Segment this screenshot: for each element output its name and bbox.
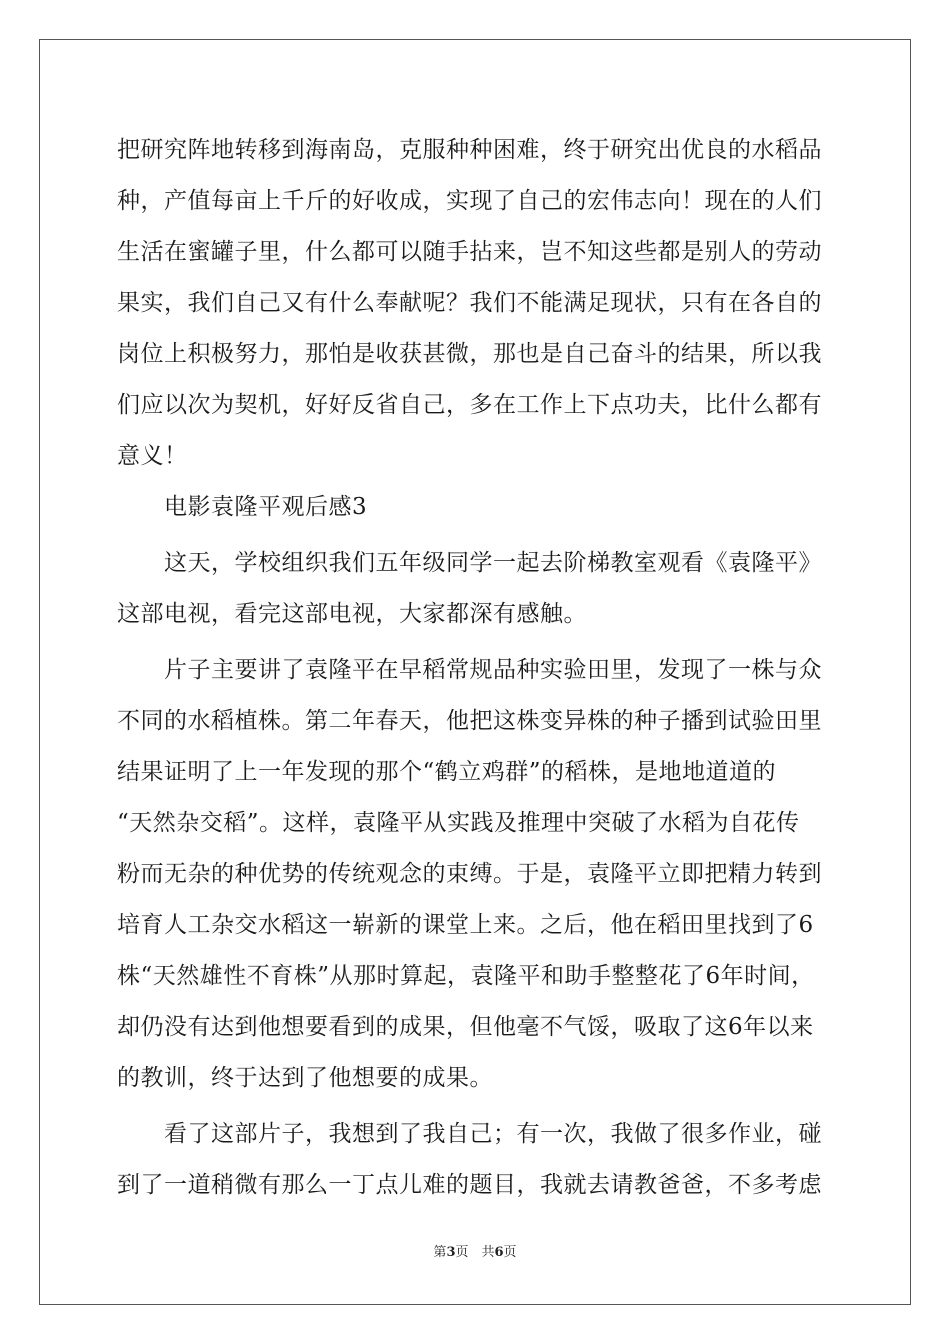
footer-total-pages: 6 xyxy=(494,1245,504,1260)
text-line: 培育人工杂交水稻这一崭新的课堂上来。之后，他在稻田里找到了6 xyxy=(117,912,814,938)
text-line: 把研究阵地转移到海南岛，克服种种困难，终于研究出优良的水稻品 xyxy=(117,137,822,163)
text-line: 株“天然雄性不育株”从那时算起，袁隆平和助手整整花了6年时间， xyxy=(117,963,815,989)
footer-prefix: 第 xyxy=(433,1245,447,1260)
footer-suffix: 页 xyxy=(503,1245,517,1260)
paragraph xyxy=(117,125,837,482)
text-line: “天然杂交稻”。这样，袁隆平从实践及推理中突破了水稻为自花传 xyxy=(117,810,800,836)
page-footer xyxy=(0,1243,950,1263)
text-line: 果实，我们自己又有什么奉献呢？我们不能满足现状，只有在各自的 xyxy=(117,290,822,316)
text-line: 的教训，终于达到了他想要的成果。 xyxy=(117,1065,493,1091)
text-line: 却仍没有达到他想要看到的成果，但他毫不气馁，吸取了这6年以来 xyxy=(117,1014,814,1040)
text-line: 意义！ xyxy=(117,443,188,469)
text-line: 生活在蜜罐子里，什么都可以随手拈来，岂不知这些都是别人的劳动 xyxy=(117,239,822,265)
text-line: 们应以次为契机，好好反省自己，多在工作上下点功夫，比什么都有 xyxy=(117,392,822,418)
text-line: 结果证明了上一年发现的那个“鹤立鸡群”的稻株，是地地道道的 xyxy=(117,759,777,785)
text-line: 到了一道稍微有那么一丁点儿难的题目，我就去请教爸爸，不多考虑 xyxy=(117,1172,822,1198)
text-line: 电影袁隆平观后感3 xyxy=(164,494,368,520)
footer-middle: 页 共 xyxy=(455,1245,495,1260)
text-line: 不同的水稻植株。第二年春天，他把这株变异株的种子播到试验田里 xyxy=(117,708,822,734)
text-line: 这部电视，看完这部电视，大家都深有感触。 xyxy=(117,601,587,627)
document-body xyxy=(117,125,837,1211)
text-line: 种，产值每亩上千斤的好收成，实现了自己的宏伟志向！现在的人们 xyxy=(117,188,822,214)
paragraph xyxy=(117,645,837,1104)
text-line: 粉而无杂的种优势的传统观念的束缚。于是，袁隆平立即把精力转到 xyxy=(117,861,822,887)
text-line: 片子主要讲了袁隆平在早稻常规品种实验田里，发现了一株与众 xyxy=(164,657,822,683)
paragraph xyxy=(117,482,837,533)
paragraph xyxy=(117,1109,837,1211)
text-line: 岗位上积极努力，那怕是收获甚微，那也是自己奋斗的结果，所以我 xyxy=(117,341,822,367)
footer-current-page: 3 xyxy=(446,1245,456,1260)
text-line: 看了这部片子，我想到了我自己；有一次，我做了很多作业，碰 xyxy=(164,1121,822,1147)
paragraph xyxy=(117,538,837,640)
text-line: 这天，学校组织我们五年级同学一起去阶梯教室观看《袁隆平》 xyxy=(164,550,822,576)
